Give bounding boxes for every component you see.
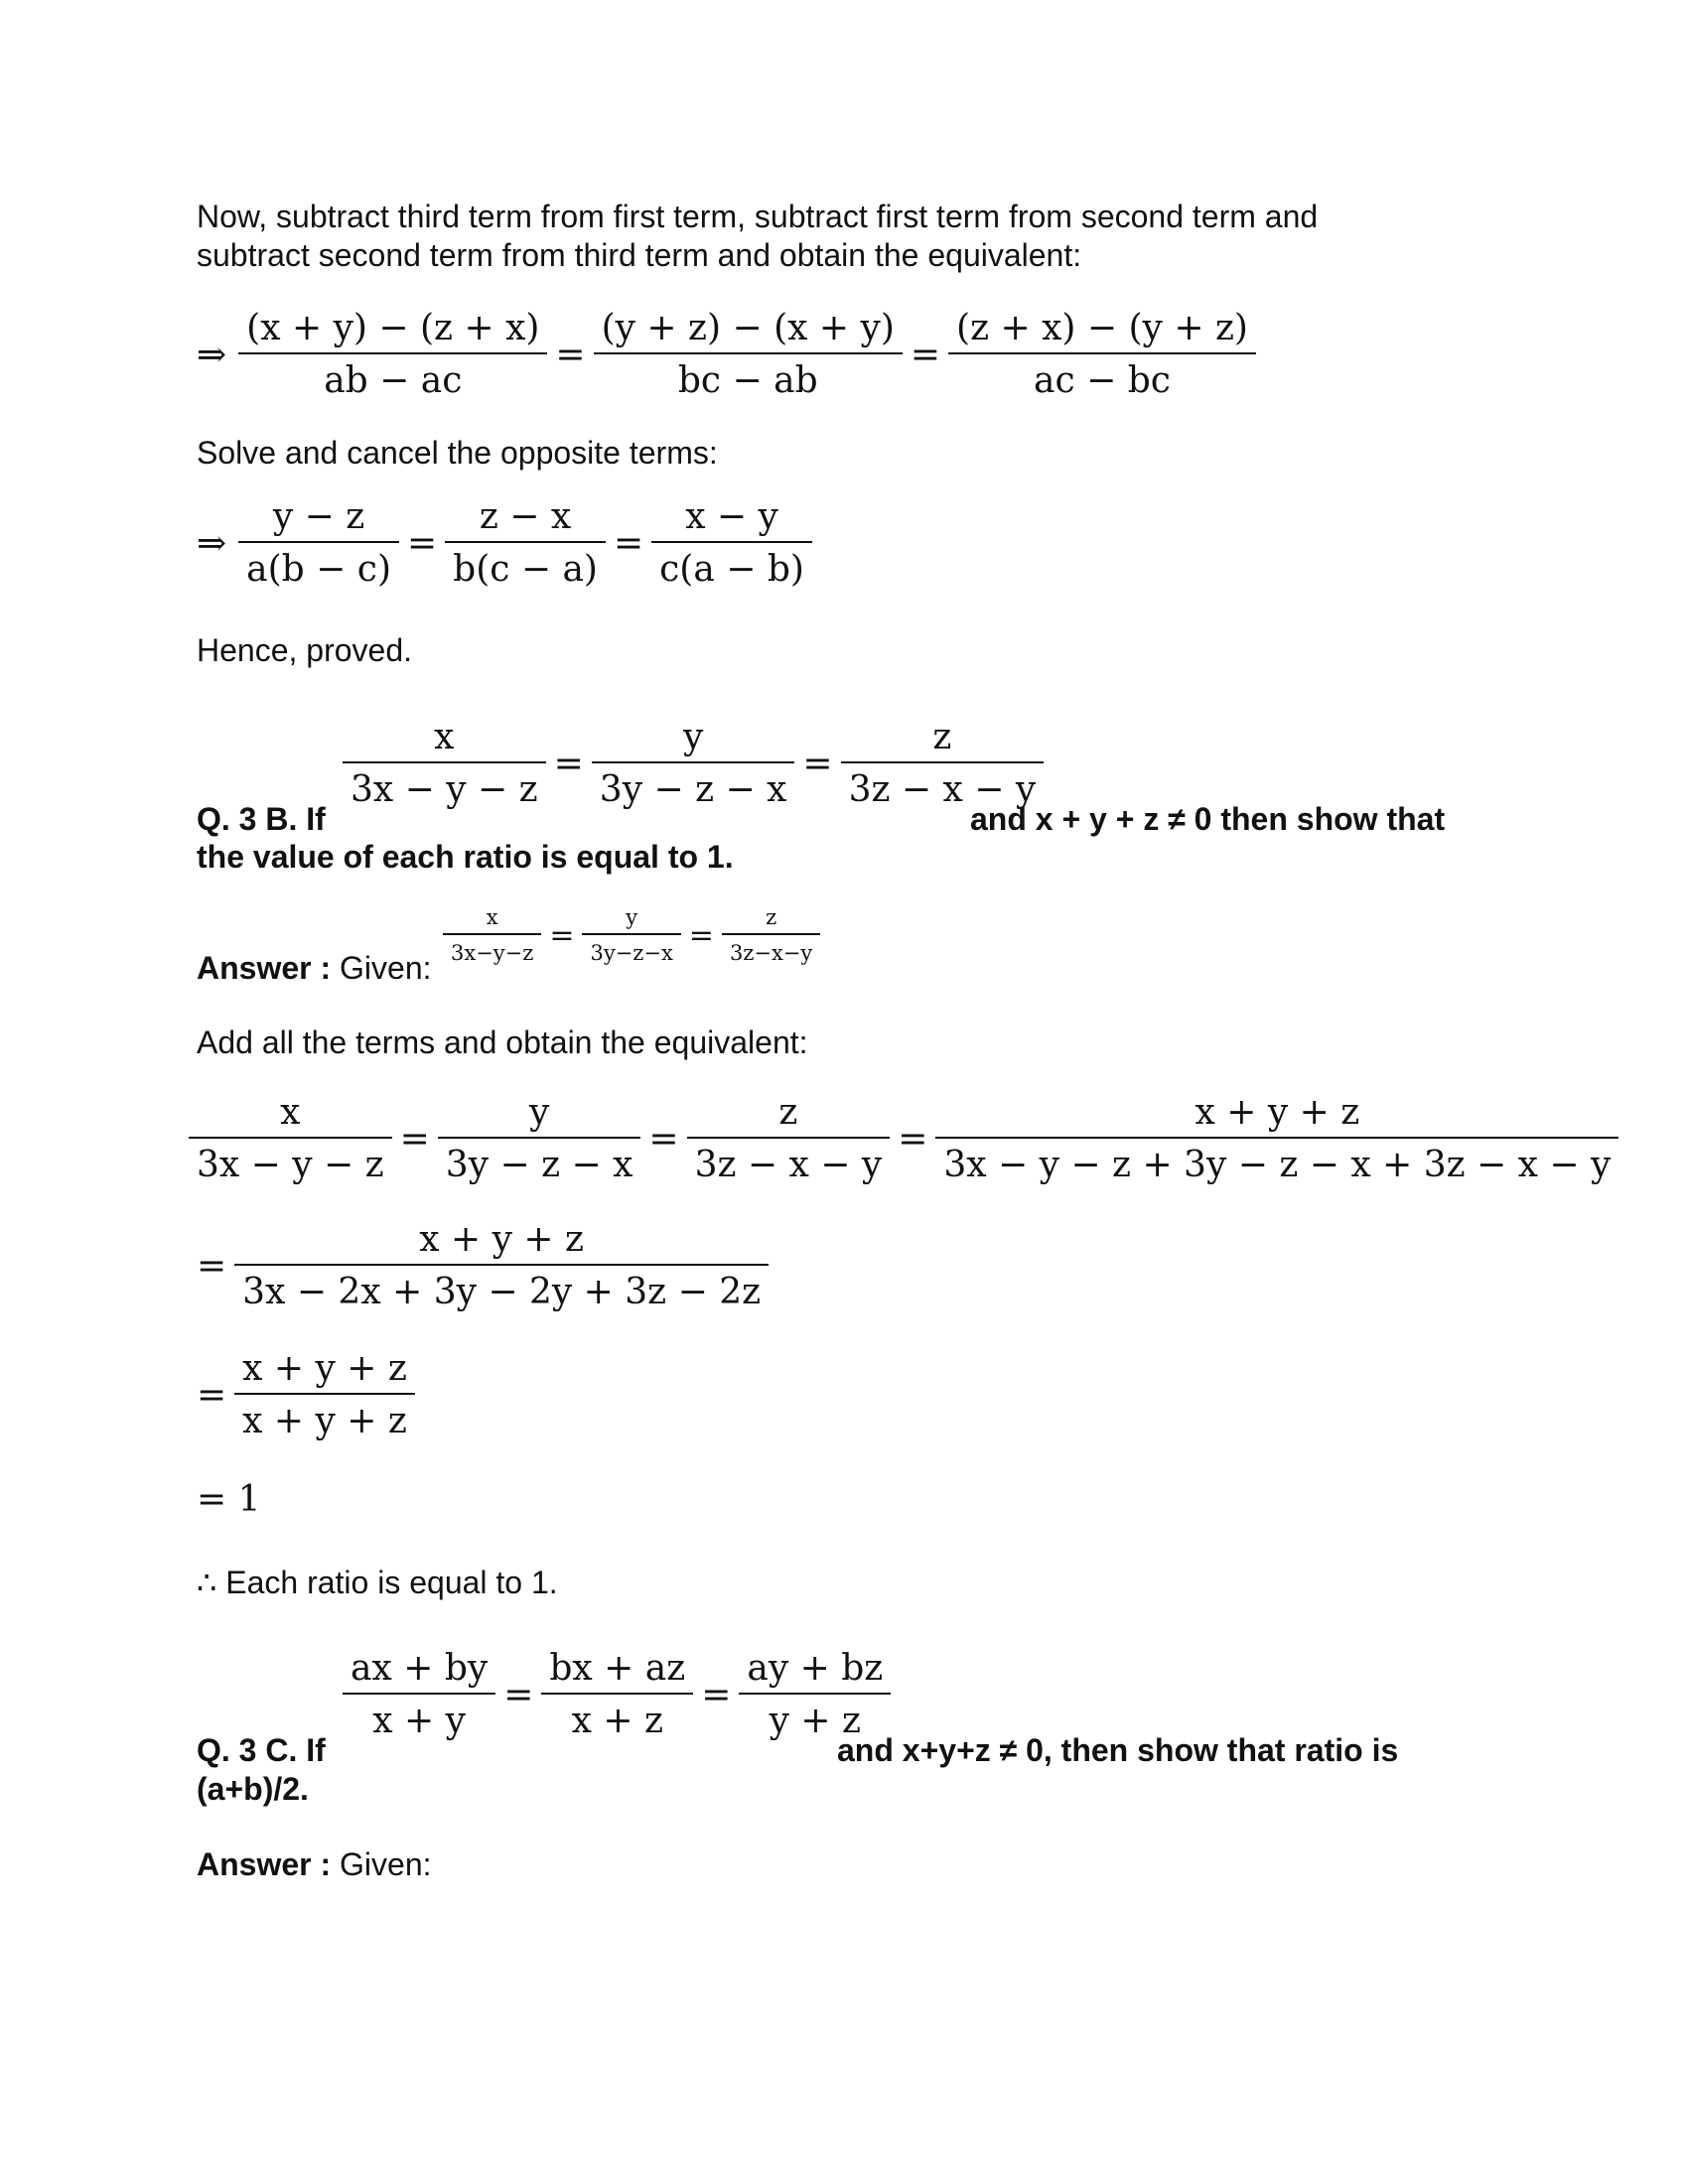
fraction-numerator: x bbox=[434, 717, 455, 757]
equals-sign: = bbox=[555, 334, 586, 375]
equals-sign: = bbox=[197, 1374, 227, 1416]
fraction-numerator: x − y bbox=[685, 496, 778, 537]
equals-sign: = bbox=[613, 522, 644, 564]
equation-subtraction bbox=[197, 308, 1256, 401]
equals-sign: = bbox=[910, 334, 941, 375]
fraction-denominator: x + y + z bbox=[242, 1401, 407, 1441]
fraction-denominator: bc − ab bbox=[677, 360, 818, 401]
equation-collect-terms bbox=[197, 1219, 769, 1312]
fraction bbox=[438, 1092, 641, 1185]
fraction-numerator: x bbox=[280, 1092, 301, 1133]
fraction-numerator: y bbox=[626, 905, 638, 929]
fraction-numerator: z − x bbox=[479, 496, 572, 537]
fraction bbox=[594, 308, 903, 401]
fraction-numerator: ay + bz bbox=[747, 1648, 884, 1689]
fraction bbox=[722, 905, 820, 965]
fraction-denominator: 3y−z−x bbox=[590, 941, 673, 965]
fraction-numerator: y − z bbox=[272, 496, 365, 537]
fraction bbox=[935, 1092, 1618, 1185]
fraction-numerator: x + y + z bbox=[1195, 1092, 1360, 1133]
equals-sign: = bbox=[553, 743, 584, 784]
question-3b-label: Q. 3 B. If bbox=[197, 801, 326, 837]
fraction-numerator: y bbox=[528, 1092, 550, 1133]
answer-3c-given bbox=[197, 1844, 432, 1884]
fraction-denominator: 3x−y−z bbox=[451, 941, 534, 965]
paragraph-subtract-line1: Now, subtract third term from first term, subtract first term from second term and bbox=[197, 199, 1319, 234]
answer-label: Answer : bbox=[197, 950, 332, 986]
fraction bbox=[841, 717, 1045, 810]
fraction-numerator: (x + y) − (z + x) bbox=[246, 308, 540, 348]
implies-arrow: ⇒ bbox=[197, 334, 227, 375]
answer-3b-given-equation bbox=[443, 905, 820, 965]
fraction-denominator: ac − bc bbox=[1034, 360, 1171, 401]
fraction bbox=[687, 1092, 891, 1185]
fraction bbox=[948, 308, 1256, 401]
fraction bbox=[343, 1648, 495, 1741]
fraction-denominator: 3y − z − x bbox=[445, 1145, 633, 1185]
paragraph-add-terms: Add all the terms and obtain the equivalent: bbox=[197, 1024, 808, 1060]
fraction-numerator: (y + z) − (x + y) bbox=[601, 308, 895, 348]
fraction-denominator: c(a − b) bbox=[659, 549, 804, 590]
equation-sum-ratio bbox=[189, 1092, 1618, 1185]
paragraph-subtract-line2: subtract second term from third term and obtain the equivalent: bbox=[197, 237, 1082, 273]
fraction-denominator: 3z − x − y bbox=[694, 1145, 883, 1185]
equation-cancel bbox=[197, 1348, 415, 1441]
question-3c-line2: (a+b)/2. bbox=[197, 1771, 309, 1807]
fraction-denominator: 3x − y − z bbox=[197, 1145, 384, 1185]
question-3b-line2: the value of each ratio is equal to 1. bbox=[197, 839, 734, 875]
equals-sign: = bbox=[701, 1674, 732, 1715]
fraction-numerator: x + y + z bbox=[419, 1219, 584, 1260]
fraction-numerator: z bbox=[766, 905, 777, 929]
equals-sign: = bbox=[503, 1674, 534, 1715]
fraction-numerator: x + y + z bbox=[242, 1348, 407, 1389]
equals-sign: = bbox=[802, 743, 833, 784]
question-3b-condition: and x + y + z ≠ 0 then show that bbox=[970, 801, 1446, 837]
fraction bbox=[189, 1092, 392, 1185]
equals-sign: = bbox=[197, 1245, 227, 1287]
equation-simplified bbox=[197, 496, 812, 590]
fraction bbox=[739, 1648, 891, 1741]
equals-sign: = bbox=[406, 522, 438, 564]
paragraph-hence-proved: Hence, proved. bbox=[197, 632, 413, 668]
given-label: Given: bbox=[340, 1846, 432, 1882]
fraction bbox=[343, 717, 546, 810]
fraction-numerator: ax + by bbox=[351, 1648, 489, 1689]
paragraph-solve-cancel: Solve and cancel the opposite terms: bbox=[197, 435, 718, 471]
fraction bbox=[592, 717, 795, 810]
equals-sign: = bbox=[648, 1118, 679, 1160]
implies-arrow: ⇒ bbox=[197, 522, 227, 564]
fraction-numerator: (z + x) − (y + z) bbox=[956, 308, 1248, 348]
fraction bbox=[238, 308, 547, 401]
fraction-numerator: y bbox=[682, 717, 704, 757]
given-label: Given: bbox=[340, 950, 432, 986]
equals-sign: = bbox=[549, 917, 575, 953]
fraction-denominator: x + z bbox=[571, 1701, 663, 1741]
fraction-denominator: b(c − a) bbox=[453, 549, 598, 590]
fraction-numerator: bx + az bbox=[549, 1648, 686, 1689]
question-3c-label: Q. 3 C. If bbox=[197, 1732, 326, 1768]
question-3c-equation bbox=[343, 1648, 891, 1741]
fraction-denominator: a(b − c) bbox=[246, 549, 391, 590]
equals-sign: = bbox=[399, 1118, 430, 1160]
fraction bbox=[234, 1348, 415, 1441]
fraction bbox=[445, 496, 606, 590]
fraction-numerator: z bbox=[932, 717, 952, 757]
paragraph-conclusion: ∴ Each ratio is equal to 1. bbox=[197, 1565, 558, 1600]
fraction-denominator: 3z − x − y bbox=[848, 769, 1037, 810]
equals-sign: = bbox=[898, 1118, 928, 1160]
equation-result-one: = 1 bbox=[197, 1479, 261, 1520]
fraction bbox=[443, 905, 541, 965]
fraction-denominator: 3x − y − z bbox=[351, 769, 538, 810]
fraction-denominator: x + y bbox=[372, 1701, 466, 1741]
fraction bbox=[234, 1219, 769, 1312]
question-3b-equation bbox=[343, 717, 1044, 810]
fraction-numerator: x bbox=[486, 905, 498, 929]
fraction bbox=[238, 496, 399, 590]
fraction-denominator: 3x − 2x + 3y − 2y + 3z − 2z bbox=[242, 1272, 762, 1312]
answer-3b-given bbox=[197, 948, 432, 988]
answer-label: Answer : bbox=[197, 1846, 332, 1882]
fraction-denominator: 3x − y − z + 3y − z − x + 3z − x − y bbox=[943, 1145, 1612, 1185]
equals-sign: = bbox=[688, 917, 714, 953]
question-3c-condition: and x+y+z ≠ 0, then show that ratio is bbox=[837, 1732, 1399, 1768]
fraction-denominator: 3y − z − x bbox=[599, 769, 787, 810]
fraction-denominator: y + z bbox=[769, 1701, 861, 1741]
fraction bbox=[651, 496, 812, 590]
fraction-denominator: 3z−x−y bbox=[729, 941, 813, 965]
fraction bbox=[582, 905, 680, 965]
fraction-numerator: z bbox=[778, 1092, 798, 1133]
fraction-denominator: ab − ac bbox=[324, 360, 463, 401]
fraction bbox=[541, 1648, 693, 1741]
